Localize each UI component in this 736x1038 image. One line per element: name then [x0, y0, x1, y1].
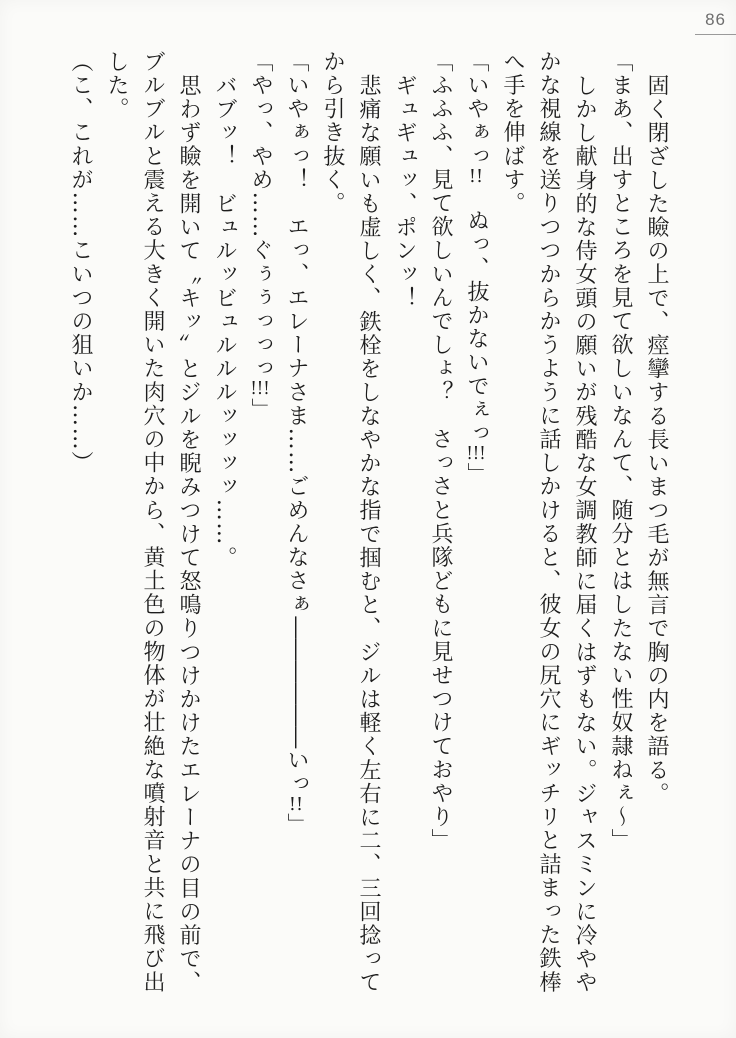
- text-segment: ぬっ、抜かないでぇっ: [464, 185, 489, 446]
- tatechuyoko-text: !!!: [466, 445, 486, 463]
- text-segment: から引き抜く。: [320, 50, 345, 216]
- text-segment: 」: [248, 398, 273, 422]
- text-line: [566, 50, 602, 1012]
- tatechuyoko-text: !!: [468, 168, 484, 186]
- text-line: [530, 50, 566, 1012]
- text-segment: 悲痛な願いも虚しく、鉄栓をしなやかな指で掴むと、ジルは軽く左右に二、三回捻って: [356, 74, 381, 995]
- text-line: [134, 50, 170, 1012]
- text-segment: 固く閉ざした瞼の上で、痙攣する長いまつ毛が無言で胸の内を語る。: [644, 74, 669, 806]
- text-line: [278, 50, 314, 1012]
- text-columns: [62, 50, 674, 1012]
- text-line: [458, 50, 494, 1012]
- text-segment: 」: [284, 813, 309, 837]
- text-segment: （こ、これが……こいつの狙いか……）: [68, 50, 93, 475]
- tatechuyoko-text: !!: [288, 795, 304, 814]
- text-line: [62, 50, 98, 1012]
- text-segment: 「まあ、出すところを見て欲しいなんて、随分とはしたない性奴隷ねぇ〜」: [608, 50, 633, 853]
- text-line: [638, 50, 674, 1012]
- page-header: [676, 0, 736, 40]
- tatechuyoko-text: !!!: [250, 380, 270, 398]
- text-line: [494, 50, 530, 1012]
- text-segment: へ手を伸ばす。: [500, 50, 525, 216]
- page-number-rule: [695, 34, 736, 35]
- text-segment: ブルブルと震える大きく開いた肉穴の中から、黄土色の物体が壮絶な噴射音と共に飛び出: [140, 50, 165, 994]
- text-line: [386, 50, 422, 1012]
- text-segment: ギュギュッ、ポンッ！: [392, 74, 417, 310]
- text-segment: バブッ！ ビュルッビュルルルッッッッ……。: [212, 74, 237, 570]
- text-line: [350, 50, 386, 1012]
- text-line: [314, 50, 350, 1012]
- text-segment: 「いやぁっ: [464, 50, 489, 168]
- text-segment: 思わず瞼を開いて〝キッ〟とジルを睨みつけて怒鳴りつけかけたエレーナの目の前で、: [176, 74, 201, 995]
- text-segment: しかし献身的な侍女頭の願いが残酷な女調教師に届くはずもない。ジャスミンに冷やや: [572, 74, 597, 995]
- text-segment: いっ: [284, 748, 309, 796]
- text-line: [422, 50, 458, 1012]
- text-segment: した。: [104, 50, 129, 121]
- text-segment: 「やっ、やめ……ぐぅぅっっっ: [248, 50, 273, 381]
- long-dash: ――――――: [284, 616, 309, 749]
- text-line: [206, 50, 242, 1012]
- text-segment: 「ふふふ、見て欲しいんでしょ？ さっさと兵隊どもに見せつけておやり」: [428, 50, 453, 853]
- text-segment: かな視線を送りつつからかうように話しかけると、彼女の尻穴にギッチリと詰まった鉄棒: [536, 50, 561, 994]
- text-segment: 「いやぁっ！ エっ、エレーナさま……ごめんなさぁ: [284, 50, 309, 617]
- text-line: [602, 50, 638, 1012]
- text-line: [170, 50, 206, 1012]
- text-segment: 」: [464, 462, 489, 487]
- page-number: 86: [705, 10, 726, 29]
- text-line: [98, 50, 134, 1012]
- text-line: [242, 50, 278, 1012]
